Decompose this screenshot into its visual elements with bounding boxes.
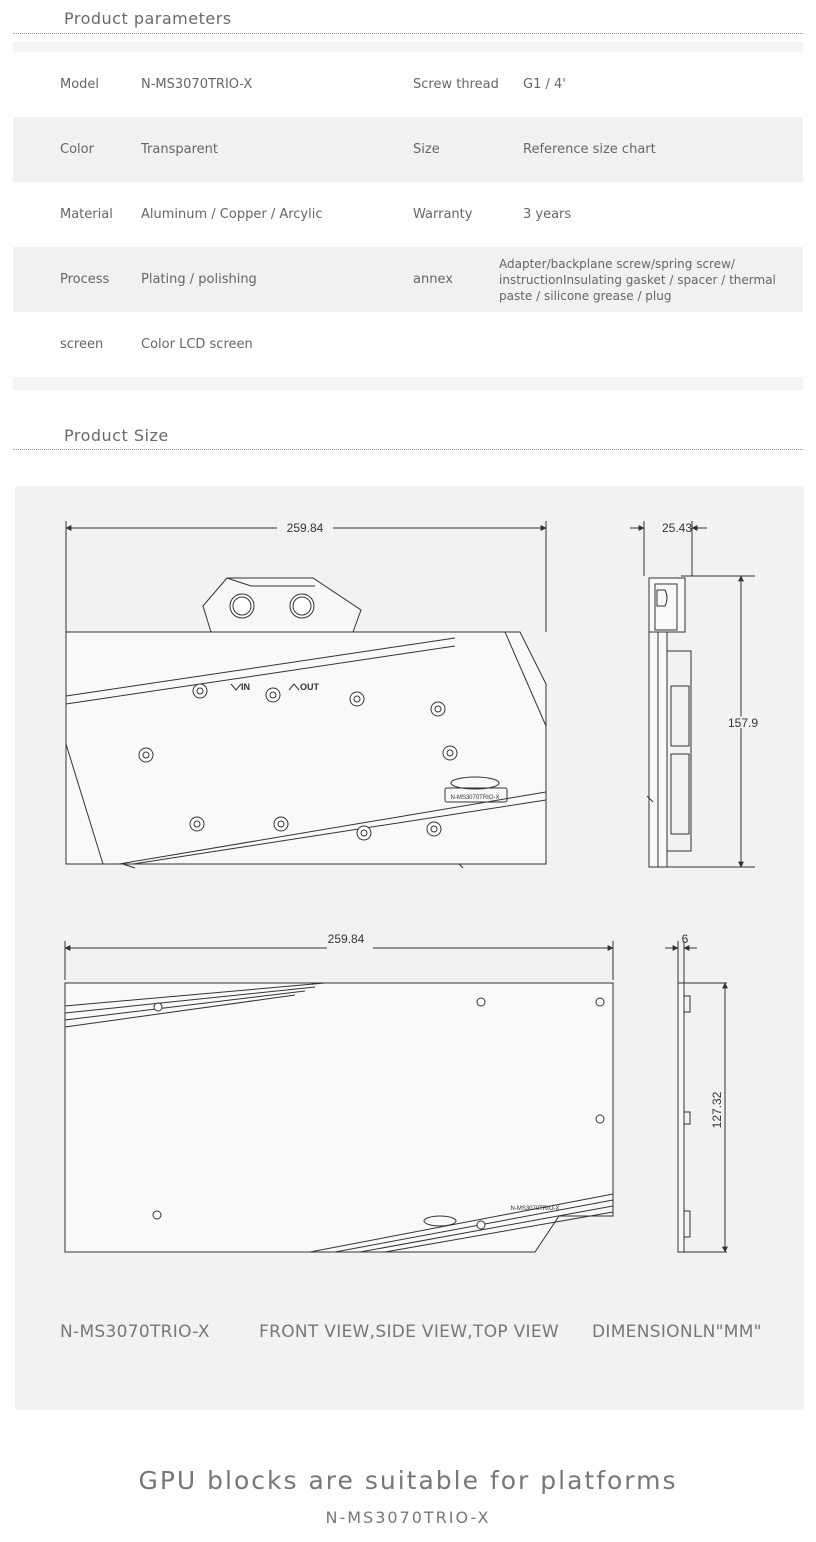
front-model-plate: N-MS3070TRIO-X bbox=[450, 795, 500, 801]
caption-views: FRONT VIEW,SIDE VIEW,TOP VIEW bbox=[259, 1322, 560, 1342]
param-row-material bbox=[13, 182, 803, 247]
size-divider bbox=[13, 449, 803, 450]
param-label: Warranty bbox=[413, 206, 473, 222]
param-row-model bbox=[13, 52, 803, 117]
param-label: Model bbox=[60, 76, 100, 92]
param-value: Aluminum / Copper / Arcylic bbox=[141, 206, 323, 222]
param-row-screen bbox=[13, 312, 803, 377]
back-model-plate: N-MS3070TRIO-X bbox=[510, 1206, 560, 1212]
param-label: Material bbox=[60, 206, 113, 222]
footer-title: GPU blocks are suitable for platforms bbox=[138, 1466, 678, 1495]
param-label: annex bbox=[413, 271, 453, 287]
param-value: G1 / 4' bbox=[523, 76, 566, 92]
param-label: Screw thread bbox=[413, 76, 499, 92]
caption-unit: DIMENSIONLN"MM" bbox=[592, 1322, 762, 1342]
side-view bbox=[630, 521, 755, 867]
param-value: 3 years bbox=[523, 206, 572, 222]
param-value: Transparent bbox=[141, 141, 218, 157]
parameters-divider bbox=[13, 33, 803, 34]
param-label: Process bbox=[60, 271, 110, 287]
parameters-heading: Product parameters bbox=[64, 9, 232, 28]
dimension-height: 157.9 bbox=[727, 716, 759, 730]
param-value: Plating / polishing bbox=[141, 271, 257, 287]
param-row-process bbox=[13, 247, 803, 312]
param-label: Color bbox=[60, 141, 94, 157]
technical-drawing-panel bbox=[15, 486, 804, 1410]
dimension-back-thickness: 6 bbox=[681, 932, 689, 946]
front-view bbox=[66, 521, 546, 868]
param-value: Color LCD screen bbox=[141, 336, 253, 352]
param-value: N-MS3070TRIO-X bbox=[141, 76, 253, 92]
footer-model: N-MS3070TRIO-X bbox=[325, 1508, 491, 1527]
param-label: screen bbox=[60, 336, 104, 352]
port-in-label: IN bbox=[241, 682, 250, 692]
size-heading: Product Size bbox=[64, 426, 169, 445]
param-value: Reference size chart bbox=[523, 141, 656, 157]
dimension-back-width: 259.84 bbox=[327, 932, 365, 946]
dimension-front-width: 259.84 bbox=[286, 521, 324, 535]
param-row-color bbox=[13, 117, 803, 182]
technical-drawing bbox=[15, 486, 804, 1410]
param-label: Size bbox=[413, 141, 440, 157]
port-out-label: OUT bbox=[300, 682, 319, 692]
param-value-annex: Adapter/backplane screw/spring screw/ instructionInsulating gasket / spacer / thermal paste / silicone grease / plug bbox=[499, 256, 776, 303]
caption-model: N-MS3070TRIO-X bbox=[60, 1322, 210, 1342]
dimension-side-thickness: 25.43 bbox=[661, 521, 693, 535]
dimension-back-height: 127.32 bbox=[710, 1091, 724, 1129]
